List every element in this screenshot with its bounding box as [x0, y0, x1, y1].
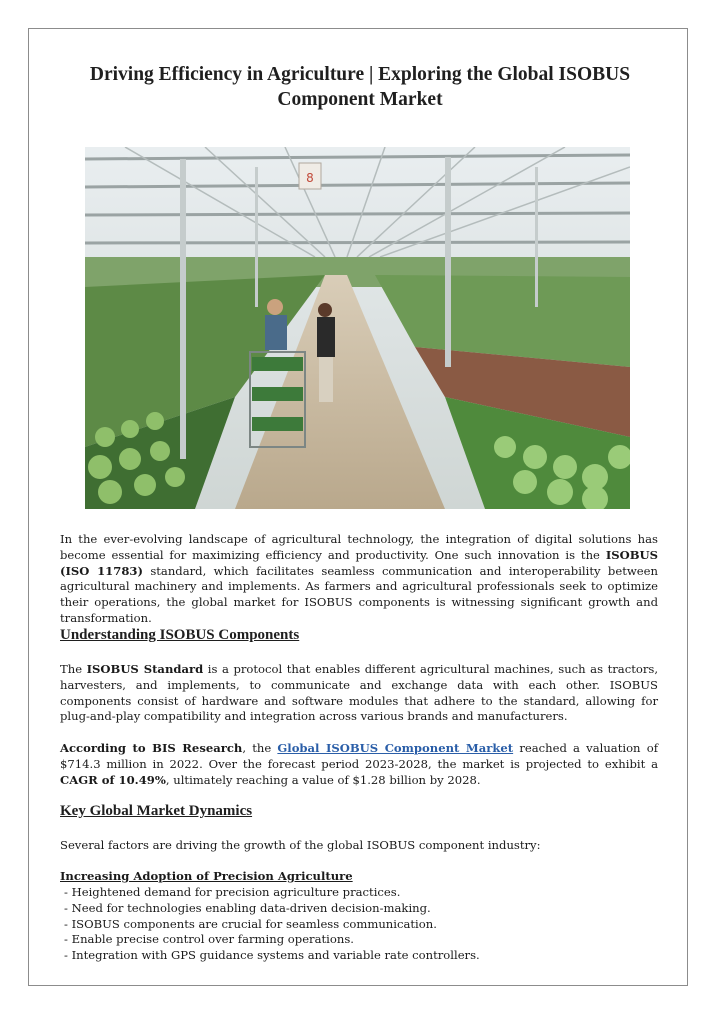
list-item: - Integration with GPS guidance systems and variable rate controllers. [64, 948, 480, 963]
market-report-link[interactable]: Global ISOBUS Component Market [277, 741, 514, 755]
section-heading-understanding: Understanding ISOBUS Components [60, 627, 300, 643]
precision-agriculture-list [64, 885, 480, 964]
greenhouse-sign-number: 8 [306, 171, 314, 185]
greenhouse-photo [85, 147, 630, 509]
list-item: - Enable precise control over farming operations. [64, 932, 354, 947]
subheading-precision-agriculture: Increasing Adoption of Precision Agriculture [60, 869, 353, 883]
page-title: Driving Efficiency in Agriculture | Exploring the Global ISOBUS Component Market [89, 64, 631, 110]
list-item: - ISOBUS components are crucial for seamless communication. [64, 916, 437, 931]
list-item: - Need for technologies enabling data-driven decision-making. [64, 900, 431, 915]
isobus-standard-paragraph: The ISOBUS Standard is a protocol that enables different agricultural machines, such as tractors, harvesters, and implements, to communicate and exchange data with each other. ISOBUS components consist of hardware and software modules that adhere to the standard, allowing for plug-and-play compatibility and integration across various brands and manufacturers. [60, 662, 659, 724]
list-item: - Heightened demand for precision agriculture practices. [64, 885, 401, 899]
market-valuation-paragraph: According to BIS Research, the Global ISOBUS Component Market reached a valuation of $714.3 million in 2022. Over the forecast period 2023-2028, the market is projected to exhibit a CAGR of 10.49%, ultimately reaching a value of $1.28 billion by 2028. [60, 741, 658, 787]
dynamics-intro: Several factors are driving the growth of the global ISOBUS component industry: [60, 838, 541, 852]
intro-paragraph: In the ever-evolving landscape of agricultural technology, the integration of digital solutions has become essential for maximizing efficiency and productivity. One such innovation is the ISOBUS (ISO 11783) standard, which facilitates seamless communication and interoperability between agricultural machinery and implements. As farmers and agricultural professionals seek to optimize their operations, the global market for ISOBUS components is witnessing significant growth and transformation. [60, 532, 658, 625]
section-heading-dynamics: Key Global Market Dynamics [60, 803, 253, 819]
